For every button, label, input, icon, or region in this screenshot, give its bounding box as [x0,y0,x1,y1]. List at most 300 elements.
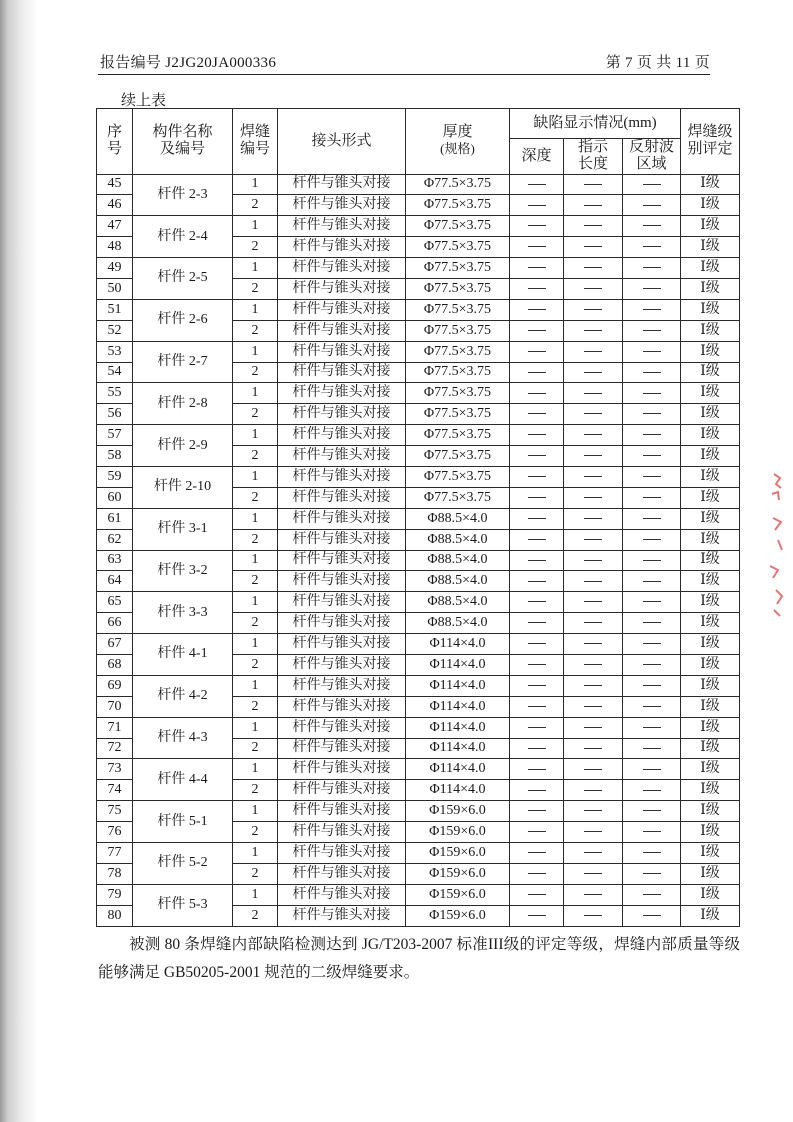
region-cell [623,613,681,634]
thickness-cell: Φ77.5×3.75 [406,404,510,425]
dash-mark [528,413,546,414]
seq-cell: 54 [97,362,133,383]
region-cell [623,174,681,195]
seq-cell: 74 [97,780,133,801]
thickness-cell: Φ77.5×3.75 [406,237,510,258]
seq-cell: 67 [97,634,133,655]
member-cell: 杆件 3-1 [133,508,233,550]
dash-mark [528,706,546,707]
region-cell [623,278,681,299]
grade-cell: Ⅰ级 [681,320,740,341]
binding-shadow [0,0,38,1122]
joint-form-cell: 杆件与锥头对接 [278,884,406,905]
region-cell [623,195,681,216]
member-cell: 杆件 2-10 [133,466,233,508]
thickness-cell: Φ88.5×4.0 [406,592,510,613]
dash-mark [584,518,602,519]
dash-mark [643,852,661,853]
region-cell [623,863,681,884]
length-cell [564,571,623,592]
weld-no-cell: 1 [233,759,278,780]
member-cell: 杆件 4-2 [133,675,233,717]
table-body [97,174,740,926]
dash-mark [528,539,546,540]
region-cell [623,550,681,571]
dash-mark [643,351,661,352]
dash-mark [528,685,546,686]
member-cell: 杆件 3-2 [133,550,233,592]
depth-cell [510,571,564,592]
grade-cell: Ⅰ级 [681,508,740,529]
seq-cell: 52 [97,320,133,341]
grade-cell: Ⅰ级 [681,258,740,279]
length-cell [564,696,623,717]
table-header-row [97,109,740,139]
length-cell [564,717,623,738]
weld-no-cell: 1 [233,466,278,487]
thickness-cell: Φ88.5×4.0 [406,508,510,529]
grade-cell: Ⅰ级 [681,675,740,696]
length-cell [564,404,623,425]
seq-cell: 56 [97,404,133,425]
dash-mark [643,748,661,749]
grade-cell: Ⅰ级 [681,278,740,299]
weld-no-cell: 1 [233,843,278,864]
grade-cell: Ⅰ级 [681,341,740,362]
depth-cell [510,696,564,717]
dash-mark [584,372,602,373]
red-seal-stamp [764,470,788,620]
table-row [97,258,740,279]
seq-cell: 51 [97,299,133,320]
joint-form-cell: 杆件与锥头对接 [278,362,406,383]
thickness-cell: Φ77.5×3.75 [406,425,510,446]
weld-no-cell: 1 [233,592,278,613]
seq-cell: 62 [97,529,133,550]
dash-mark [584,748,602,749]
depth-cell [510,362,564,383]
dash-mark [528,455,546,456]
dash-mark [584,852,602,853]
dash-mark [528,476,546,477]
grade-cell: Ⅰ级 [681,884,740,905]
grade-cell: Ⅰ级 [681,634,740,655]
dash-mark [643,372,661,373]
grade-cell: Ⅰ级 [681,404,740,425]
grade-cell: Ⅰ级 [681,780,740,801]
table-row [97,508,740,529]
depth-cell [510,843,564,864]
thickness-cell: Φ77.5×3.75 [406,320,510,341]
dash-mark [643,434,661,435]
dash-mark [528,894,546,895]
length-cell [564,843,623,864]
col-joint-form-header: 接头形式 [278,109,406,175]
length-cell [564,675,623,696]
dash-mark [584,664,602,665]
grade-cell: Ⅰ级 [681,654,740,675]
dash-mark [584,184,602,185]
dash-mark [528,790,546,791]
dash-mark [643,769,661,770]
thickness-cell: Φ114×4.0 [406,759,510,780]
dash-mark [643,915,661,916]
dash-mark [584,643,602,644]
weld-no-cell: 1 [233,341,278,362]
thickness-cell: Φ159×6.0 [406,843,510,864]
dash-mark [643,413,661,414]
dash-mark [584,434,602,435]
weld-no-cell: 2 [233,487,278,508]
dash-mark [584,497,602,498]
length-cell [564,320,623,341]
dash-mark [584,288,602,289]
dash-mark [584,351,602,352]
region-cell [623,822,681,843]
region-cell [623,258,681,279]
depth-cell [510,550,564,571]
length-cell [564,237,623,258]
dash-mark [528,518,546,519]
weld-no-cell: 1 [233,634,278,655]
weld-no-cell: 2 [233,237,278,258]
thickness-cell: Φ77.5×3.75 [406,258,510,279]
weld-no-cell: 2 [233,613,278,634]
member-cell: 杆件 2-6 [133,299,233,341]
seq-cell: 64 [97,571,133,592]
dash-mark [528,246,546,247]
region-cell [623,383,681,404]
region-cell [623,362,681,383]
joint-form-cell: 杆件与锥头对接 [278,905,406,926]
depth-cell [510,613,564,634]
length-cell [564,446,623,467]
dash-mark [584,831,602,832]
dash-mark [643,330,661,331]
joint-form-cell: 杆件与锥头对接 [278,780,406,801]
grade-cell: Ⅰ级 [681,843,740,864]
dash-mark [584,539,602,540]
member-cell: 杆件 2-5 [133,258,233,300]
joint-form-cell: 杆件与锥头对接 [278,195,406,216]
length-cell [564,195,623,216]
table-row [97,843,740,864]
dash-mark [643,810,661,811]
dash-mark [528,497,546,498]
dash-mark [643,518,661,519]
seq-cell: 50 [97,278,133,299]
length-cell [564,216,623,237]
seq-cell: 65 [97,592,133,613]
thickness-cell: Φ88.5×4.0 [406,529,510,550]
dash-mark [643,643,661,644]
weld-no-cell: 1 [233,258,278,279]
dash-mark [643,476,661,477]
dash-mark [584,706,602,707]
depth-cell [510,425,564,446]
seq-cell: 79 [97,884,133,905]
thickness-cell: Φ159×6.0 [406,884,510,905]
grade-cell: Ⅰ级 [681,613,740,634]
table-row [97,717,740,738]
table-row [97,675,740,696]
thickness-cell: Φ77.5×3.75 [406,195,510,216]
dash-mark [643,184,661,185]
thickness-cell: Φ114×4.0 [406,717,510,738]
joint-form-cell: 杆件与锥头对接 [278,863,406,884]
dash-mark [643,831,661,832]
length-cell [564,905,623,926]
grade-cell: Ⅰ级 [681,425,740,446]
region-cell [623,216,681,237]
seq-cell: 76 [97,822,133,843]
weld-no-cell: 1 [233,550,278,571]
length-cell [564,258,623,279]
length-cell [564,801,623,822]
region-cell [623,508,681,529]
thickness-cell: Φ77.5×3.75 [406,383,510,404]
weld-no-cell: 2 [233,320,278,341]
weld-no-cell: 2 [233,654,278,675]
joint-form-cell: 杆件与锥头对接 [278,801,406,822]
joint-form-cell: 杆件与锥头对接 [278,487,406,508]
length-cell [564,759,623,780]
weld-no-cell: 1 [233,884,278,905]
dash-mark [528,873,546,874]
thickness-cell: Φ114×4.0 [406,654,510,675]
grade-cell: Ⅰ级 [681,717,740,738]
depth-cell [510,592,564,613]
grade-cell: Ⅰ级 [681,174,740,195]
joint-form-cell: 杆件与锥头对接 [278,174,406,195]
length-cell [564,425,623,446]
grade-cell: Ⅰ级 [681,696,740,717]
depth-cell [510,487,564,508]
dash-mark [528,810,546,811]
member-cell: 杆件 2-8 [133,383,233,425]
thickness-cell: Φ77.5×3.75 [406,174,510,195]
table-row [97,299,740,320]
joint-form-cell: 杆件与锥头对接 [278,613,406,634]
table-row [97,383,740,404]
depth-cell [510,780,564,801]
region-cell [623,404,681,425]
dash-mark [528,330,546,331]
depth-cell [510,174,564,195]
weld-no-cell: 1 [233,801,278,822]
depth-cell [510,383,564,404]
joint-form-cell: 杆件与锥头对接 [278,759,406,780]
weld-no-cell: 1 [233,299,278,320]
dash-mark [584,267,602,268]
joint-form-cell: 杆件与锥头对接 [278,446,406,467]
joint-form-cell: 杆件与锥头对接 [278,634,406,655]
weld-no-cell: 2 [233,278,278,299]
region-cell [623,801,681,822]
seq-cell: 55 [97,383,133,404]
length-cell [564,738,623,759]
dash-mark [643,894,661,895]
weld-no-cell: 1 [233,675,278,696]
member-cell: 杆件 4-3 [133,717,233,759]
grade-cell: Ⅰ级 [681,822,740,843]
dash-mark [528,748,546,749]
depth-cell [510,634,564,655]
length-cell [564,278,623,299]
col-seq-header: 序 号 [97,109,133,175]
seq-cell: 48 [97,237,133,258]
seq-cell: 53 [97,341,133,362]
dash-mark [584,455,602,456]
region-cell [623,425,681,446]
table-row [97,592,740,613]
table-row [97,884,740,905]
grade-cell: Ⅰ级 [681,237,740,258]
joint-form-cell: 杆件与锥头对接 [278,738,406,759]
dash-mark [584,205,602,206]
length-cell [564,174,623,195]
grade-cell: Ⅰ级 [681,550,740,571]
weld-no-cell: 2 [233,822,278,843]
depth-cell [510,822,564,843]
region-cell [623,738,681,759]
seq-cell: 80 [97,905,133,926]
region-cell [623,780,681,801]
dash-mark [643,309,661,310]
depth-cell [510,654,564,675]
joint-form-cell: 杆件与锥头对接 [278,592,406,613]
region-cell [623,675,681,696]
region-cell [623,299,681,320]
dash-mark [643,685,661,686]
thickness-cell: Φ114×4.0 [406,634,510,655]
length-cell [564,592,623,613]
dash-mark [643,267,661,268]
dash-mark [528,205,546,206]
joint-form-cell: 杆件与锥头对接 [278,320,406,341]
joint-form-cell: 杆件与锥头对接 [278,717,406,738]
seq-cell: 57 [97,425,133,446]
member-cell: 杆件 4-1 [133,634,233,676]
dash-mark [584,581,602,582]
seq-cell: 61 [97,508,133,529]
depth-cell [510,738,564,759]
joint-form-cell: 杆件与锥头对接 [278,404,406,425]
dash-mark [584,685,602,686]
region-cell [623,237,681,258]
seq-cell: 68 [97,654,133,675]
dash-mark [528,852,546,853]
grade-cell: Ⅰ级 [681,195,740,216]
region-cell [623,759,681,780]
dash-mark [584,894,602,895]
depth-cell [510,404,564,425]
depth-cell [510,237,564,258]
seq-cell: 70 [97,696,133,717]
weld-inspection-table [96,108,740,927]
depth-cell [510,299,564,320]
table-row [97,341,740,362]
table-row [97,466,740,487]
dash-mark [528,309,546,310]
length-cell [564,822,623,843]
seq-cell: 46 [97,195,133,216]
joint-form-cell: 杆件与锥头对接 [278,696,406,717]
thickness-cell: Φ77.5×3.75 [406,299,510,320]
dash-mark [528,581,546,582]
weld-no-cell: 1 [233,216,278,237]
region-cell [623,696,681,717]
dash-mark [528,372,546,373]
grade-cell: Ⅰ级 [681,216,740,237]
page-header [98,51,710,71]
region-cell [623,592,681,613]
depth-cell [510,759,564,780]
thickness-cell: Φ159×6.0 [406,822,510,843]
table-row [97,425,740,446]
length-cell [564,487,623,508]
thickness-cell: Φ88.5×4.0 [406,571,510,592]
dash-mark [584,873,602,874]
grade-cell: Ⅰ级 [681,571,740,592]
dash-mark [528,225,546,226]
dash-mark [643,497,661,498]
joint-form-cell: 杆件与锥头对接 [278,383,406,404]
dash-mark [584,476,602,477]
region-cell [623,529,681,550]
depth-cell [510,341,564,362]
thickness-cell: Φ77.5×3.75 [406,466,510,487]
depth-cell [510,278,564,299]
weld-no-cell: 2 [233,863,278,884]
depth-cell [510,675,564,696]
length-cell [564,362,623,383]
depth-cell [510,216,564,237]
weld-no-cell: 2 [233,905,278,926]
weld-no-cell: 1 [233,174,278,195]
thickness-cell: Φ77.5×3.75 [406,487,510,508]
weld-no-cell: 2 [233,362,278,383]
col-thickness-header: 厚度 (规格) [406,109,510,175]
weld-no-cell: 1 [233,717,278,738]
seq-cell: 45 [97,174,133,195]
member-cell: 杆件 5-3 [133,884,233,926]
seq-cell: 69 [97,675,133,696]
region-cell [623,466,681,487]
dash-mark [584,413,602,414]
thickness-cell: Φ77.5×3.75 [406,362,510,383]
thickness-cell: Φ88.5×4.0 [406,550,510,571]
dash-mark [584,790,602,791]
grade-cell: Ⅰ级 [681,383,740,404]
region-cell [623,717,681,738]
dash-mark [584,769,602,770]
dash-mark [528,601,546,602]
continued-label: 续上表 [121,93,167,109]
dash-mark [643,225,661,226]
dash-mark [643,873,661,874]
length-cell [564,550,623,571]
seq-cell: 66 [97,613,133,634]
dash-mark [584,309,602,310]
grade-cell: Ⅰ级 [681,299,740,320]
weld-no-cell: 2 [233,446,278,467]
dash-mark [643,393,661,394]
joint-form-cell: 杆件与锥头对接 [278,299,406,320]
length-cell [564,529,623,550]
grade-cell: Ⅰ级 [681,738,740,759]
dash-mark [643,205,661,206]
